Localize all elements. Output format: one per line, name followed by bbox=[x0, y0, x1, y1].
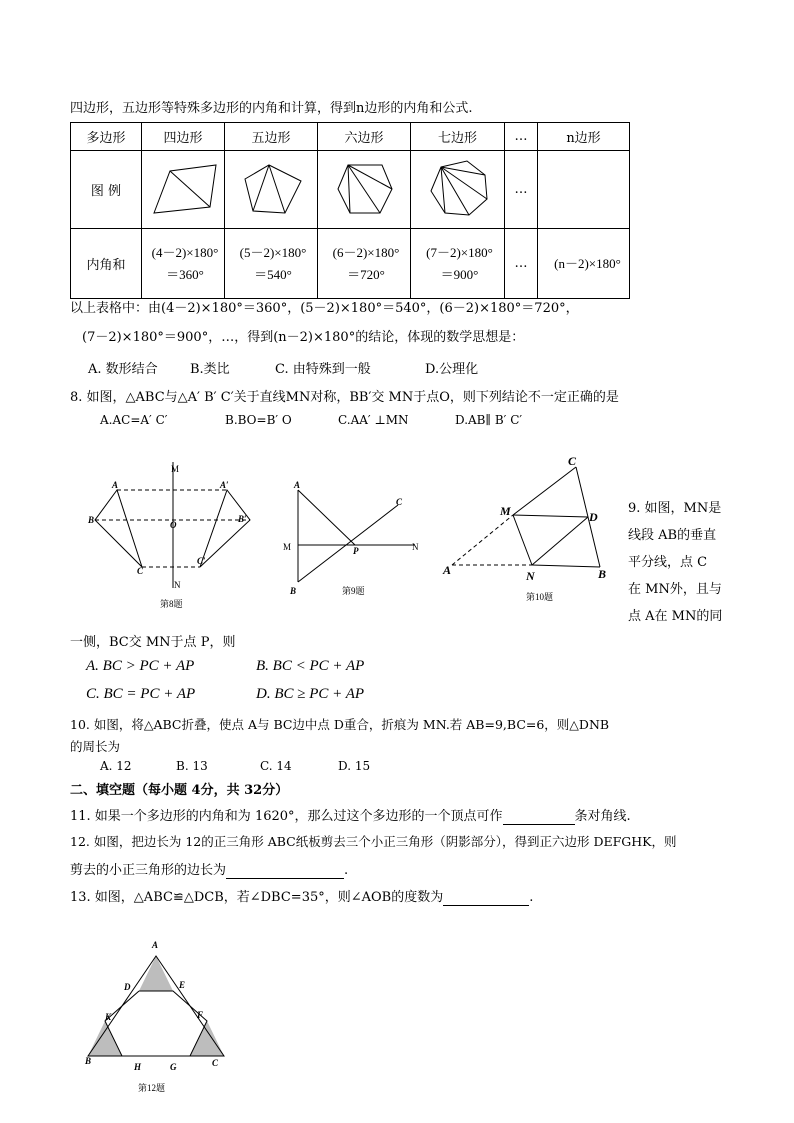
q13-blank[interactable] bbox=[443, 890, 529, 906]
table-header-cell: 七边形 bbox=[411, 123, 505, 151]
label-M: M bbox=[171, 464, 180, 474]
label-N: N bbox=[174, 580, 181, 590]
sum-cell: (5－2)×180° ＝540° bbox=[225, 229, 318, 299]
q7-option-c[interactable]: C. 由特殊到一般 bbox=[275, 362, 371, 377]
caption-9: 第9题 bbox=[342, 586, 365, 596]
section-2-heading: 二、填空题（每小题 4分，共 32分） bbox=[70, 783, 289, 798]
sum-cell-n: (n－2)×180° bbox=[538, 229, 630, 299]
figure-9 bbox=[280, 470, 430, 600]
label-C: C bbox=[568, 454, 577, 468]
q9-continuation: 一侧，BC交 MN于点 P，则 bbox=[70, 635, 236, 650]
label-B-prime: B′ bbox=[238, 514, 247, 524]
q9-option-b[interactable]: B. BC < PC + AP bbox=[256, 658, 365, 674]
q12-line1: 12. 如图，把边长为 12的正三角形 ABC纸板剪去三个小正三角形（阴影部分），得到正六边形 DEFGHK，则 bbox=[70, 834, 677, 849]
q9-option-d[interactable]: D. BC ≥ PC + AP bbox=[256, 686, 365, 702]
caption-12: 第12题 bbox=[138, 1083, 166, 1093]
polygon-table bbox=[70, 122, 630, 299]
table-ellipsis: … bbox=[505, 151, 538, 229]
label-A: A bbox=[152, 940, 159, 950]
q9-side-text: 9. 如图，MN是 线段 AB的垂直 平分线，点 C 在 MN外，且与 点 A在 MN的同 bbox=[628, 501, 723, 624]
q9-option-a[interactable]: A. BC > PC + AP bbox=[86, 658, 195, 674]
sum-ellipsis: … bbox=[505, 229, 538, 299]
q7-option-a[interactable]: A. 数形结合 bbox=[88, 362, 158, 377]
q10-option-b[interactable]: B. 13 bbox=[176, 759, 208, 773]
label-E: E bbox=[179, 980, 186, 990]
table-header-cell: 五边形 bbox=[225, 123, 318, 151]
q7-option-b[interactable]: B.类比 bbox=[190, 362, 230, 377]
label-C: C bbox=[137, 566, 144, 576]
sum-cell: (7－2)×180° ＝900° bbox=[411, 229, 505, 299]
label-B: B bbox=[85, 1056, 92, 1066]
label-B: B bbox=[88, 515, 95, 525]
label-A: A bbox=[443, 563, 452, 577]
label-M: M bbox=[500, 504, 511, 518]
q10-option-c[interactable]: C. 14 bbox=[260, 759, 292, 773]
caption-8: 第8题 bbox=[160, 599, 183, 609]
label-H: H bbox=[134, 1062, 142, 1072]
figure-12 bbox=[80, 936, 235, 1096]
label-F: F bbox=[197, 1010, 204, 1020]
label-G: G bbox=[170, 1062, 177, 1072]
q10-option-a[interactable]: A. 12 bbox=[100, 759, 132, 773]
label-A-prime: A′ bbox=[220, 480, 229, 490]
label-D: D bbox=[124, 982, 131, 992]
q8-option-d[interactable]: D.AB∥ B′ C′ bbox=[455, 413, 523, 427]
q12-line2: 剪去的小正三角形的边长为 . bbox=[70, 863, 349, 878]
label-A: A bbox=[112, 480, 119, 490]
figure-quadrilateral bbox=[142, 151, 225, 229]
q8-stem: 8. 如图，△ABC与△A′ B′ C′关于直线MN对称，BB′交 MN于点O，则下列结论不一定正确的是 bbox=[70, 390, 619, 405]
table-header-cell: 四边形 bbox=[142, 123, 225, 151]
q12-blank[interactable] bbox=[226, 863, 344, 879]
label-C-prime: C′ bbox=[197, 556, 206, 566]
table-header-cell: 多边形 bbox=[71, 123, 142, 151]
label-K: K bbox=[105, 1012, 112, 1022]
figure-n-gon-empty bbox=[538, 151, 630, 229]
table-header-cell: n边形 bbox=[538, 123, 630, 151]
table-header-cell: 六边形 bbox=[318, 123, 411, 151]
sum-cell: (4－2)×180° ＝360° bbox=[142, 229, 225, 299]
q11: 11. 如果一个多边形的内角和为 1620°，那么过这个多边形的一个顶点可作 条对角线. bbox=[70, 809, 631, 824]
figure-pentagon bbox=[225, 151, 318, 229]
row-label-sum: 内角和 bbox=[71, 229, 142, 299]
q10-option-d[interactable]: D. 15 bbox=[338, 759, 371, 773]
label-O: O bbox=[170, 520, 177, 530]
table-header-cell: … bbox=[505, 123, 538, 151]
q10-stem: 10. 如图，将△ABC折叠，使点 A与 BC边中点 D重合，折痕为 MN.若 AB=9,BC=6，则△DNB bbox=[70, 717, 610, 732]
q10-stem2: 的周长为 bbox=[70, 739, 121, 754]
figure-heptagon bbox=[411, 151, 505, 229]
intro-text: 四边形，五边形等特殊多边形的内角和计算，得到n边形的内角和公式. bbox=[70, 101, 473, 116]
label-D: D bbox=[589, 510, 598, 524]
caption-10: 第10题 bbox=[526, 592, 554, 602]
q7-option-d[interactable]: D.公理化 bbox=[425, 362, 479, 377]
label-B: B bbox=[598, 567, 607, 581]
q13: 13. 如图，△ABC≌△DCB，若∠DBC=35°，则∠AOB的度数为 . bbox=[70, 890, 534, 905]
figure-8 bbox=[80, 460, 270, 615]
label-M: M bbox=[283, 542, 292, 552]
sum-cell: (6－2)×180° ＝720° bbox=[318, 229, 411, 299]
q8-option-b[interactable]: B.BO=B′ O bbox=[225, 413, 292, 427]
label-P: P bbox=[353, 546, 359, 556]
label-N: N bbox=[412, 542, 419, 552]
label-A: A bbox=[294, 480, 301, 490]
figure-10 bbox=[440, 452, 620, 607]
q8-option-c[interactable]: C.AA′ ⊥MN bbox=[338, 413, 409, 427]
label-C: C bbox=[396, 497, 403, 507]
label-N: N bbox=[526, 569, 535, 583]
q9-option-c[interactable]: C. BC = PC + AP bbox=[86, 686, 196, 702]
figure-hexagon bbox=[318, 151, 411, 229]
q11-blank[interactable] bbox=[503, 809, 575, 825]
q7-line2: (7－2)×180°＝900°，…，得到(n－2)×180°的结论，体现的数学思想是： bbox=[82, 330, 525, 345]
row-label-figure: 图 例 bbox=[71, 151, 142, 229]
label-C: C bbox=[212, 1058, 219, 1068]
q8-option-a[interactable]: A.AC=A′ C′ bbox=[100, 413, 168, 427]
label-B: B bbox=[290, 586, 297, 596]
q7-line1: 以上表格中：由(4－2)×180°＝360°，(5－2)×180°＝540°，(6－2)×180°＝720°， bbox=[70, 301, 579, 316]
